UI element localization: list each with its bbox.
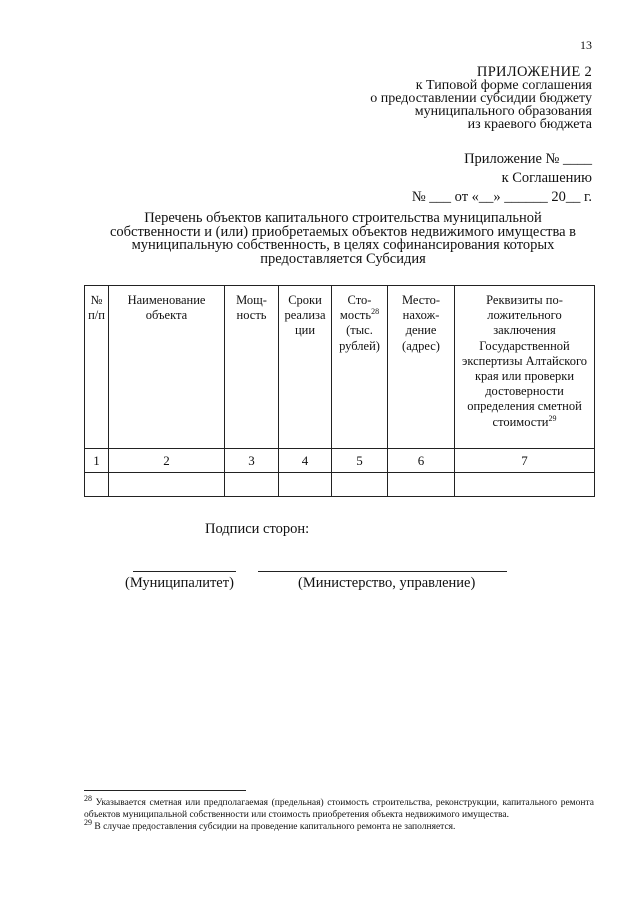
- header-capacity: Мощ- ность: [225, 286, 279, 449]
- agreement-number-date: № ___ от «__» ______ 20__ г.: [411, 189, 592, 205]
- footnote-item: [84, 793, 594, 821]
- footnote-ref: 28: [371, 307, 380, 317]
- appendix-line: о предоставлении субсидии бюджету: [370, 91, 592, 106]
- empty-cell: [225, 473, 279, 497]
- empty-cell: [388, 473, 455, 497]
- header-cost: [332, 286, 388, 449]
- column-number: 3: [225, 449, 279, 473]
- column-number: 2: [109, 449, 225, 473]
- header-expertise: [455, 286, 595, 449]
- footnote-ref: 29: [548, 413, 557, 423]
- signature-caption-municipality: (Муниципалитет): [125, 575, 234, 591]
- empty-cell: [279, 473, 332, 497]
- footnotes: [84, 793, 594, 833]
- objects-table: [84, 285, 595, 497]
- column-number: 1: [85, 449, 109, 473]
- column-number: 5: [332, 449, 388, 473]
- header-location: Место- нахож- дение (адрес): [388, 286, 455, 449]
- empty-cell: [85, 473, 109, 497]
- header-cost-label: Сто- мость: [339, 293, 372, 323]
- empty-cell: [109, 473, 225, 497]
- header-cost-unit: (тыс. рублей): [339, 323, 380, 353]
- appendix-line: муниципального образования: [414, 104, 592, 119]
- header-expertise-label: Реквизиты по- ложительного заключения Государственной экспертизы Алтайского края или проверки достоверности определения сметной стоимости: [461, 293, 588, 429]
- agreement-reference: [412, 150, 592, 207]
- appendix-line: из краевого бюджета: [467, 117, 592, 132]
- document-heading: [98, 212, 588, 266]
- appendix-title: ПРИЛОЖЕНИЕ 2: [476, 64, 592, 80]
- column-number-row: [85, 449, 595, 473]
- empty-table-row: [85, 473, 595, 497]
- column-number: 4: [279, 449, 332, 473]
- footnote-text: В случае предоставления субсидии на проведение капитального ремонта не заполняется.: [94, 822, 456, 832]
- footnote-marker: 28: [84, 793, 92, 803]
- heading-line: муниципальную собственность, в целях софинансирования которых: [131, 237, 555, 253]
- heading-line: собственности и (или) приобретаемых объектов недвижимого имущества в: [109, 223, 577, 240]
- signatures-title: Подписи сторон:: [205, 521, 310, 537]
- appendix-line: к Типовой форме соглашения: [415, 78, 592, 93]
- signature-line-ministry: [258, 571, 507, 572]
- table-header-row: [85, 286, 595, 449]
- agreement-appendix-number: Приложение № ____: [464, 151, 592, 167]
- empty-cell: [455, 473, 595, 497]
- header-timeline: Сроки реализа ции: [279, 286, 332, 449]
- signature-line-municipality: [133, 571, 236, 572]
- column-number: 7: [455, 449, 595, 473]
- page-number: 13: [580, 38, 592, 52]
- column-number: 6: [388, 449, 455, 473]
- agreement-label: к Соглашению: [501, 170, 592, 186]
- heading-line: Перечень объектов капитального строительства муниципальной: [144, 210, 542, 226]
- header-object-name: Наименование объекта: [109, 286, 225, 449]
- empty-cell: [332, 473, 388, 497]
- signature-caption-ministry: (Министерство, управление): [298, 575, 476, 591]
- footnote-marker: 29: [84, 817, 92, 827]
- footnote-text: Указывается сметная или предполагаемая (предельная) стоимость строительства, реконструкции, капитального ремонта объектов муниципальной собственности или стоимость приобретения объекта недвижимого имущества.: [84, 798, 594, 820]
- footnote-item: [84, 817, 594, 833]
- appendix-header: [370, 66, 592, 131]
- footnote-divider: [84, 790, 246, 791]
- header-index: № п/п: [85, 286, 109, 449]
- heading-line: предоставляется Субсидия: [260, 250, 426, 267]
